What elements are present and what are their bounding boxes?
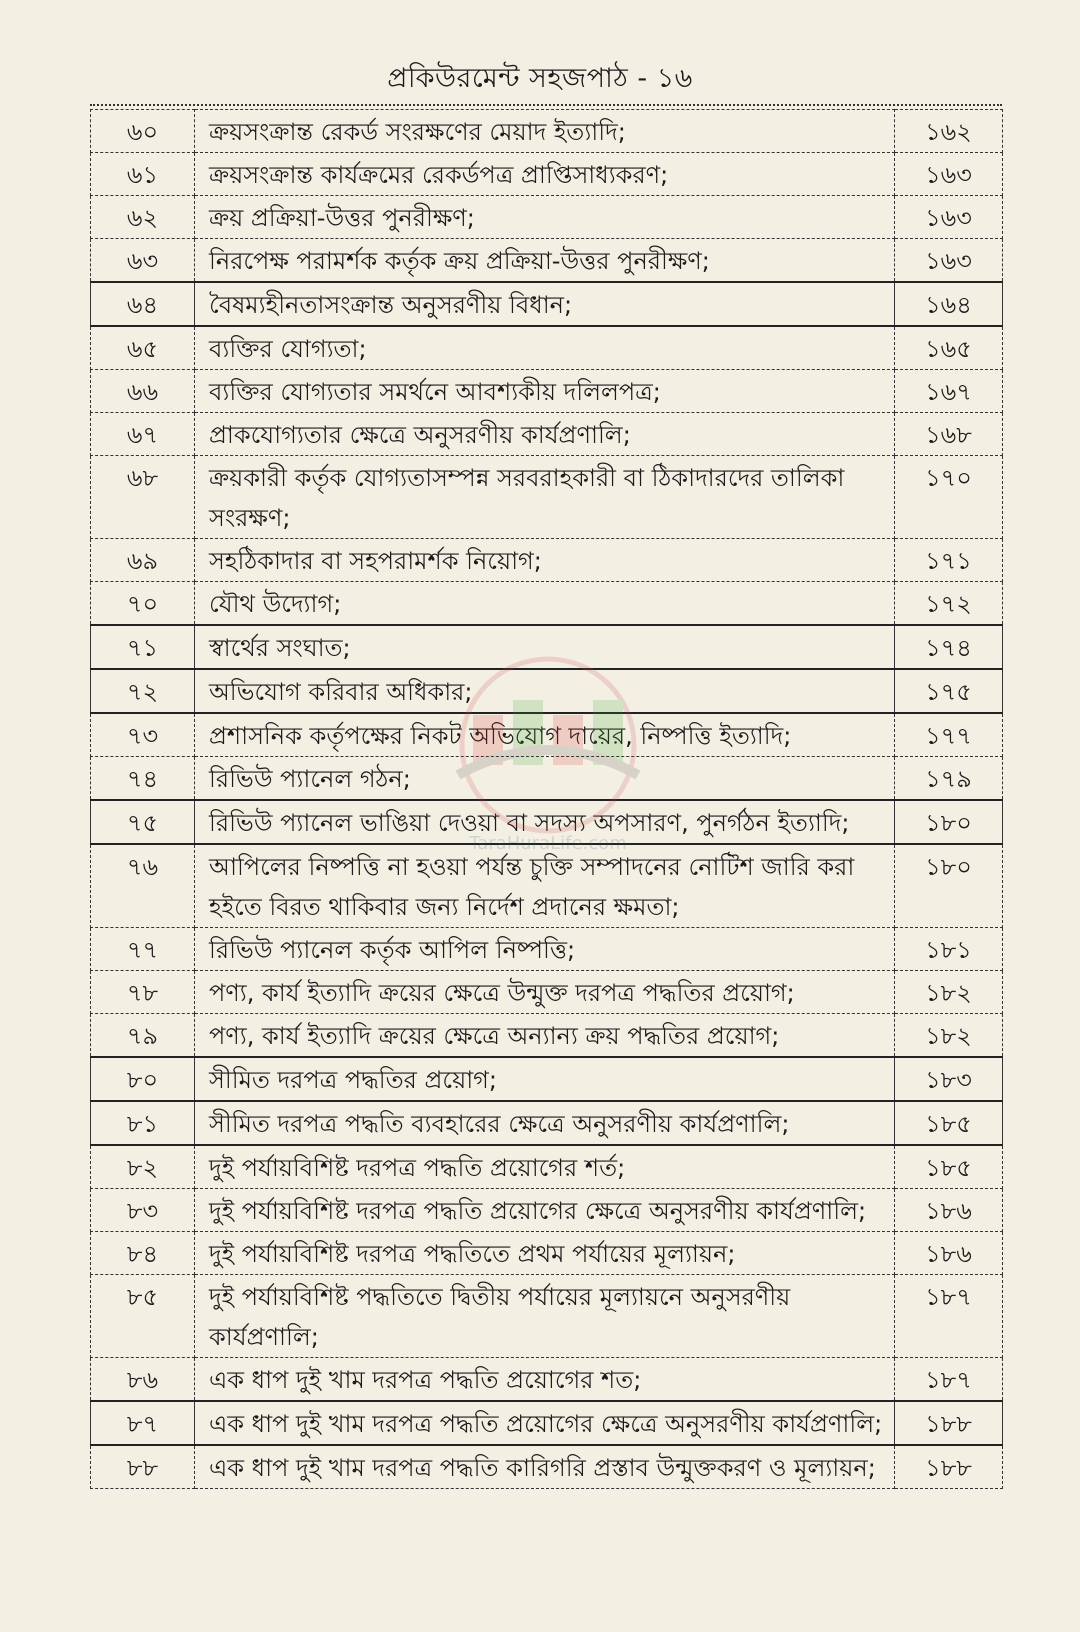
- table-row: [91, 757, 1003, 801]
- section-number: ৭১: [91, 625, 195, 669]
- section-number: ৮৬: [91, 1358, 195, 1402]
- table-row: [91, 1445, 1003, 1489]
- section-number: ৮৫: [91, 1275, 195, 1358]
- page-number: ১৮৫: [895, 1145, 1003, 1189]
- page-number: ১৮২: [895, 1014, 1003, 1058]
- section-number: ৬৯: [91, 539, 195, 582]
- section-title: ব্যক্তির যোগ্যতা;: [195, 326, 895, 370]
- table-row: [91, 1275, 1003, 1358]
- section-title: রিভিউ প্যানেল কর্তৃক আপিল নিষ্পত্তি;: [195, 928, 895, 971]
- section-title: রিভিউ প্যানেল ভাঙিয়া দেওয়া বা সদস্য অপসারণ, পুনর্গঠন ইত্যাদি;: [195, 800, 895, 844]
- section-title: ব্যক্তির যোগ্যতার সমর্থনে আবশ্যকীয় দলিলপত্র;: [195, 370, 895, 413]
- table-row: [91, 539, 1003, 582]
- table-row: [91, 196, 1003, 239]
- section-title: অভিযোগ করিবার অধিকার;: [195, 669, 895, 713]
- table-row: [91, 153, 1003, 196]
- section-title: যৌথ উদ্যোগ;: [195, 582, 895, 626]
- section-number: ৮০: [91, 1057, 195, 1101]
- section-title: এক ধাপ দুই খাম দরপত্র পদ্ধতি প্রয়োগের ক্ষেত্রে অনুসরণীয় কার্যপ্রণালি;: [195, 1401, 895, 1445]
- section-title: দুই পর্যায়বিশিষ্ট দরপত্র পদ্ধতি প্রয়োগের শর্ত;: [195, 1145, 895, 1189]
- section-title: পণ্য, কার্য ইত্যাদি ক্রয়ের ক্ষেত্রে অন্যান্য ক্রয় পদ্ধতির প্রয়োগ;: [195, 1014, 895, 1058]
- section-number: ৮১: [91, 1101, 195, 1145]
- table-row: [91, 110, 1003, 153]
- table-row: [91, 1232, 1003, 1275]
- section-number: ৭০: [91, 582, 195, 626]
- page-number: ১৬৩: [895, 239, 1003, 283]
- section-number: ৭৫: [91, 800, 195, 844]
- section-number: ৮৭: [91, 1401, 195, 1445]
- table-row: [91, 326, 1003, 370]
- table-row: [91, 844, 1003, 928]
- section-number: ৬৭: [91, 413, 195, 456]
- table-row: [91, 370, 1003, 413]
- table-row: [91, 625, 1003, 669]
- section-title: ক্রয়সংক্রান্ত কার্যক্রমের রেকর্ডপত্র প্রাপ্তিসাধ্যকরণ;: [195, 153, 895, 196]
- section-title: আপিলের নিষ্পত্তি না হওয়া পর্যন্ত চুক্তি সম্পাদনের নোটিশ জারি করা হইতে বিরত থাকিবার জন্য নির্দেশ প্রদানের ক্ষমতা;: [195, 844, 895, 928]
- page-number: ১৮৭: [895, 1358, 1003, 1402]
- page-number: ১৭১: [895, 539, 1003, 582]
- section-title: সহঠিকাদার বা সহপরামর্শক নিয়োগ;: [195, 539, 895, 582]
- section-number: ৮২: [91, 1145, 195, 1189]
- section-title: দুই পর্যায়বিশিষ্ট দরপত্র পদ্ধতিতে প্রথম পর্যায়ের মূল্যায়ন;: [195, 1232, 895, 1275]
- section-title: রিভিউ প্যানেল গঠন;: [195, 757, 895, 801]
- section-number: ৭৯: [91, 1014, 195, 1058]
- section-number: ৬৫: [91, 326, 195, 370]
- page-number: ১৬৮: [895, 413, 1003, 456]
- table-row: [91, 456, 1003, 539]
- section-number: ৬২: [91, 196, 195, 239]
- table-row: [91, 669, 1003, 713]
- page-number: ১৮৮: [895, 1401, 1003, 1445]
- page-number: ১৬৭: [895, 370, 1003, 413]
- section-number: ৭৭: [91, 928, 195, 971]
- section-title: স্বার্থের সংঘাত;: [195, 625, 895, 669]
- page-number: ১৮৮: [895, 1445, 1003, 1489]
- section-number: ৭৬: [91, 844, 195, 928]
- page-number: ১৭০: [895, 456, 1003, 539]
- table-row: [91, 1014, 1003, 1058]
- table-row: [91, 413, 1003, 456]
- page-number: ১৮৭: [895, 1275, 1003, 1358]
- title-divider: [90, 104, 1002, 106]
- section-number: ৭৩: [91, 713, 195, 757]
- section-number: ৭৪: [91, 757, 195, 801]
- table-row: [91, 1401, 1003, 1445]
- section-number: ৬৪: [91, 282, 195, 326]
- section-number: ৬১: [91, 153, 195, 196]
- page-number: ১৮০: [895, 844, 1003, 928]
- table-row: [91, 928, 1003, 971]
- section-title: এক ধাপ দুই খাম দরপত্র পদ্ধতি কারিগরি প্রস্তাব উন্মুক্তকরণ ও মূল্যায়ন;: [195, 1445, 895, 1489]
- table-row: [91, 1057, 1003, 1101]
- section-number: ৮৮: [91, 1445, 195, 1489]
- table-row: [91, 800, 1003, 844]
- page-number: ১৮১: [895, 928, 1003, 971]
- page-number: ১৭৪: [895, 625, 1003, 669]
- section-title: এক ধাপ দুই খাম দরপত্র পদ্ধতি প্রয়োগের শত;: [195, 1358, 895, 1402]
- table-row: [91, 1101, 1003, 1145]
- section-title: ক্রয়সংক্রান্ত রেকর্ড সংরক্ষণের মেয়াদ ইত্যাদি;: [195, 110, 895, 153]
- page-number: ১৮৩: [895, 1057, 1003, 1101]
- table-row: [91, 1145, 1003, 1189]
- page-number: ১৭৫: [895, 669, 1003, 713]
- table-row: [91, 239, 1003, 283]
- page-number: ১৬৩: [895, 153, 1003, 196]
- section-title: সীমিত দরপত্র পদ্ধতি ব্যবহারের ক্ষেত্রে অনুসরণীয় কার্যপ্রণালি;: [195, 1101, 895, 1145]
- table-row: [91, 1189, 1003, 1232]
- page-number: ১৮৬: [895, 1189, 1003, 1232]
- section-number: ৬৩: [91, 239, 195, 283]
- table-row: [91, 971, 1003, 1014]
- section-number: ৮৩: [91, 1189, 195, 1232]
- section-number: ৭৮: [91, 971, 195, 1014]
- page-number: ১৮০: [895, 800, 1003, 844]
- section-number: ৬৬: [91, 370, 195, 413]
- page-number: ১৮৫: [895, 1101, 1003, 1145]
- section-title: প্রশাসনিক কর্তৃপক্ষের নিকট অভিযোগ দায়ের, নিষ্পত্তি ইত্যাদি;: [195, 713, 895, 757]
- page-number: ১৭৯: [895, 757, 1003, 801]
- section-title: প্রাকযোগ্যতার ক্ষেত্রে অনুসরণীয় কার্যপ্রণালি;: [195, 413, 895, 456]
- section-title: পণ্য, কার্য ইত্যাদি ক্রয়ের ক্ষেত্রে উন্মুক্ত দরপত্র পদ্ধতির প্রয়োগ;: [195, 971, 895, 1014]
- page-number: ১৭২: [895, 582, 1003, 626]
- section-title: ক্রয় প্রক্রিয়া-উত্তর পুনরীক্ষণ;: [195, 196, 895, 239]
- page-number: ১৬৪: [895, 282, 1003, 326]
- section-number: ৬৮: [91, 456, 195, 539]
- page-number: ১৭৭: [895, 713, 1003, 757]
- section-title: নিরপেক্ষ পরামর্শক কর্তৃক ক্রয় প্রক্রিয়া-উত্তর পুনরীক্ষণ;: [195, 239, 895, 283]
- page-number: ১৮২: [895, 971, 1003, 1014]
- watermark-text: TaraHuraLife.com: [469, 833, 627, 854]
- section-number: ৮৪: [91, 1232, 195, 1275]
- contents-table: [90, 109, 1003, 1489]
- table-row: [91, 1358, 1003, 1402]
- section-title: বৈষম্যহীনতাসংক্রান্ত অনুসরণীয় বিধান;: [195, 282, 895, 326]
- table-row: [91, 282, 1003, 326]
- page-number: ১৮৬: [895, 1232, 1003, 1275]
- table-row: [91, 713, 1003, 757]
- table-row: [91, 582, 1003, 626]
- section-number: ৬০: [91, 110, 195, 153]
- page-title: প্রকিউরমেন্ট সহজপাঠ - ১৬: [387, 63, 693, 94]
- page-number: ১৬২: [895, 110, 1003, 153]
- section-title: দুই পর্যায়বিশিষ্ট পদ্ধতিতে দ্বিতীয় পর্যায়ের মূল্যায়নে অনুসরণীয় কার্যপ্রণালি;: [195, 1275, 895, 1358]
- section-title: সীমিত দরপত্র পদ্ধতির প্রয়োগ;: [195, 1057, 895, 1101]
- page-number: ১৬৩: [895, 196, 1003, 239]
- page-number: ১৬৫: [895, 326, 1003, 370]
- section-title: দুই পর্যায়বিশিষ্ট দরপত্র পদ্ধতি প্রয়োগের ক্ষেত্রে অনুসরণীয় কার্যপ্রণালি;: [195, 1189, 895, 1232]
- section-title: ক্রয়কারী কর্তৃক যোগ্যতাসম্পন্ন সরবরাহকারী বা ঠিকাদারদের তালিকা সংরক্ষণ;: [195, 456, 895, 539]
- section-number: ৭২: [91, 669, 195, 713]
